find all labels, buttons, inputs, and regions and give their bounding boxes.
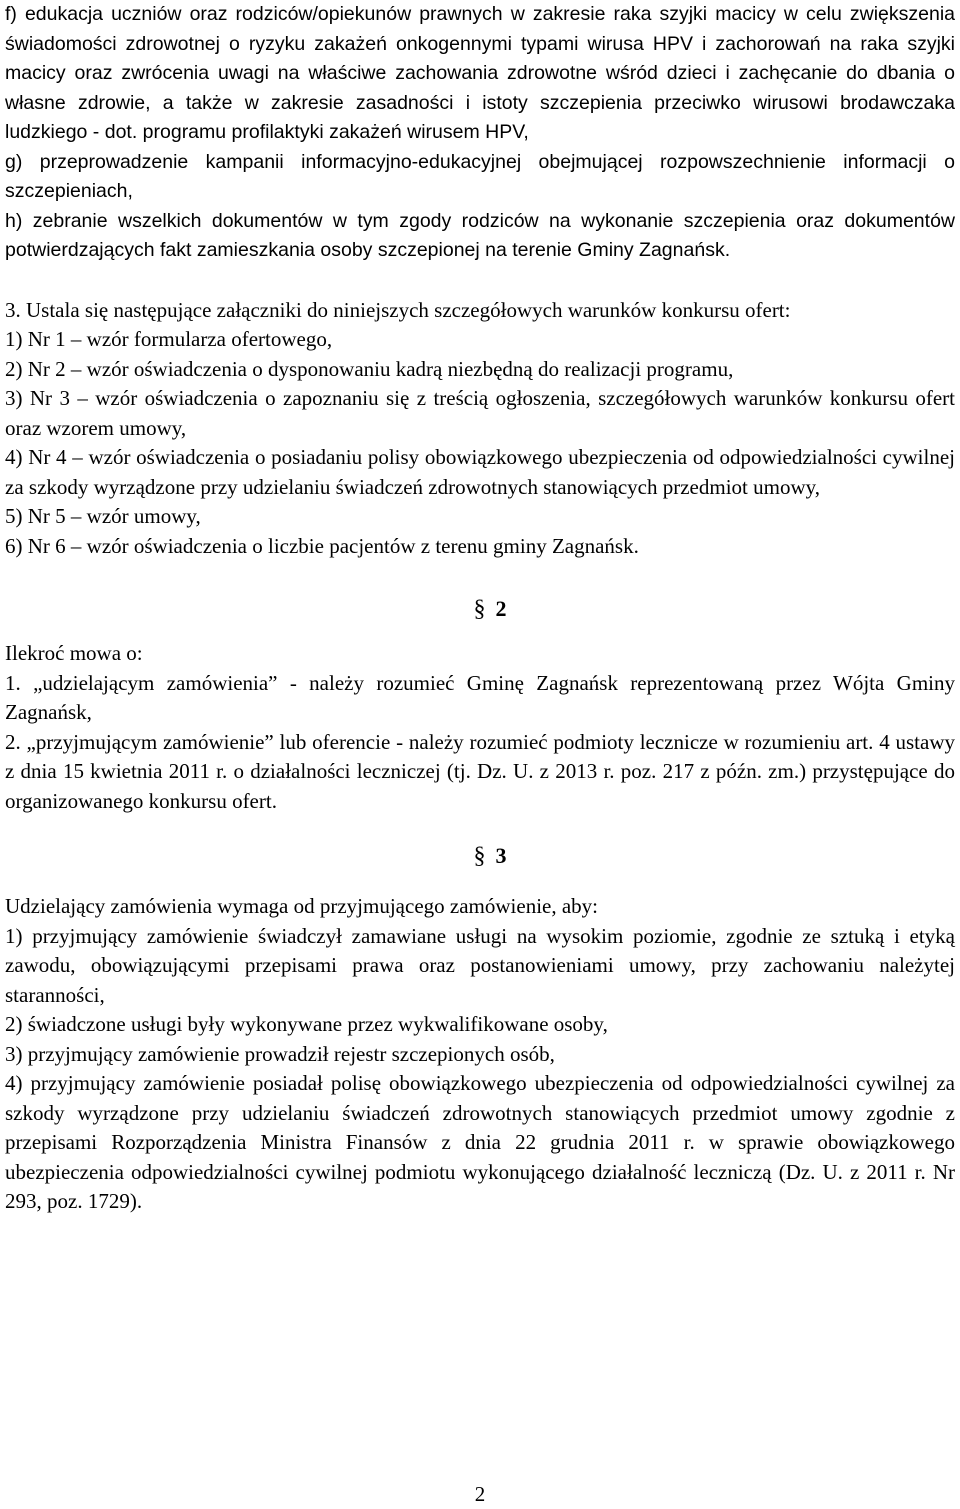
definition-item: 1. „udzielającym zamówienia” - należy rozumieć Gminę Zagnańsk reprezentowaną przez Wójta Gminy Zagnańsk, xyxy=(5,670,955,724)
requirement-item: 3) przyjmujący zamówienie prowadził rejestr szczepionych osób, xyxy=(5,1041,555,1066)
item-h: h) zebranie wszelkich dokumentów w tym zgody rodziców na wykonanie szczepienia oraz dokumentów potwierdzających fakt zamieszkania osoby szczepionej na terenie Gminy Zagnańsk. xyxy=(5,209,955,261)
requirement-item: 4) przyjmujący zamówienie posiadał polisę obowiązkowego ubezpieczenia od odpowiedzialności cywilnej za szkody wyrządzone przy udzielaniu świadczeń zdrowotnych stanowiących przedmiot umowy zgodnie z przepisami Rozporządzenia Ministra Finansów z dnia 22 grudnia 2011 r. w sprawie obowiązkowego ubezpieczenia odpowiedzialności cywilnej podmiotu wykonującego działalność leczniczą (Dz. U. z 2011 r. Nr 293, poz. 1729). xyxy=(5,1071,955,1213)
attachment-item: 6) Nr 6 – wzór oświadczenia o liczbie pacjentów z terenu gminy Zagnańsk. xyxy=(5,533,639,558)
section-2-intro: Ilekroć mowa o: xyxy=(5,641,143,665)
section-3-intro: Udzielający zamówienia wymaga od przyjmującego zamówienie, aby: xyxy=(5,894,599,918)
point-3-intro: 3. Ustala się następujące załączniki do niniejszych szczegółowych warunków konkursu ofert: xyxy=(5,297,791,322)
section-sign: § xyxy=(473,843,486,869)
section-2 xyxy=(5,639,955,816)
point-3-attachments xyxy=(5,296,955,562)
attachment-item: 5) Nr 5 – wzór umowy, xyxy=(5,504,201,528)
attachment-item: 1) Nr 1 – wzór formularza ofertowego, xyxy=(5,327,333,351)
requirement-item: 1) przyjmujący zamówienie świadczył zamawiane usługi na wysokim poziomie, zgodnie ze sztuką i etyką zawodu, obowiązującymi przepisami prawa oraz postanowieniami umowy, przy zachowaniu należytej staranności, xyxy=(5,923,955,1007)
section-2-heading xyxy=(5,579,955,639)
section-intro xyxy=(5,0,955,266)
section-3 xyxy=(5,892,955,1217)
item-f: f) edukacja uczniów oraz rodziców/opiekunów prawnych w zakresie raka szyjki macicy w celu zwiększenia świadomości zdrowotnej o ryzyku zakażeń onkogennymi typami wirusa HPV i zachorowań na raka szyjki macicy oraz zwrócenia uwagi na właściwe zachowania zdrowotne wśród dzieci i zachęcanie do dbania o własne zdrowie, a także w zakresie zasadności i istoty szczepienia przeciwko wirusowi brodawczaka ludzkiego - dot. programu profilaktyki zakażeń wirusem HPV, xyxy=(5,3,955,143)
attachment-item: 2) Nr 2 – wzór oświadczenia o dysponowaniu kadrą niezbędną do realizacji programu, xyxy=(5,356,734,381)
section-3-heading xyxy=(5,826,955,886)
requirement-item: 2) świadczone usługi były wykonywane przez wykwalifikowane osoby, xyxy=(5,1012,608,1036)
section-number: 2 xyxy=(495,596,507,621)
attachment-item: 3) Nr 3 – wzór oświadczenia o zapoznaniu się z treścią ogłoszenia, szczegółowych warunków konkursu ofert oraz wzorem umowy, xyxy=(5,386,955,440)
attachment-item: 4) Nr 4 – wzór oświadczenia o posiadaniu polisy obowiązkowego ubezpieczenia od odpowiedzialności cywilnej za szkody wyrządzone przy udzielaniu świadczeń zdrowotnych stanowiących przedmiot umowy, xyxy=(5,445,955,499)
section-sign: § xyxy=(473,596,486,622)
section-number: 3 xyxy=(495,843,507,868)
document-page xyxy=(5,0,955,1217)
page-number: 2 xyxy=(474,1482,486,1506)
item-g: g) przeprowadzenie kampanii informacyjno-edukacyjnej obejmującej rozpowszechnienie informacji o szczepieniach, xyxy=(5,150,955,202)
definition-item: 2. „przyjmującym zamówienie” lub oferencie - należy rozumieć podmioty lecznicze w rozumieniu art. 4 ustawy z dnia 15 kwietnia 2011 r. o działalności leczniczej (tj. Dz. U. z 2013 r. poz. 217 z późn. zm.) przystępujące do organizowanego konkursu ofert. xyxy=(5,729,955,813)
